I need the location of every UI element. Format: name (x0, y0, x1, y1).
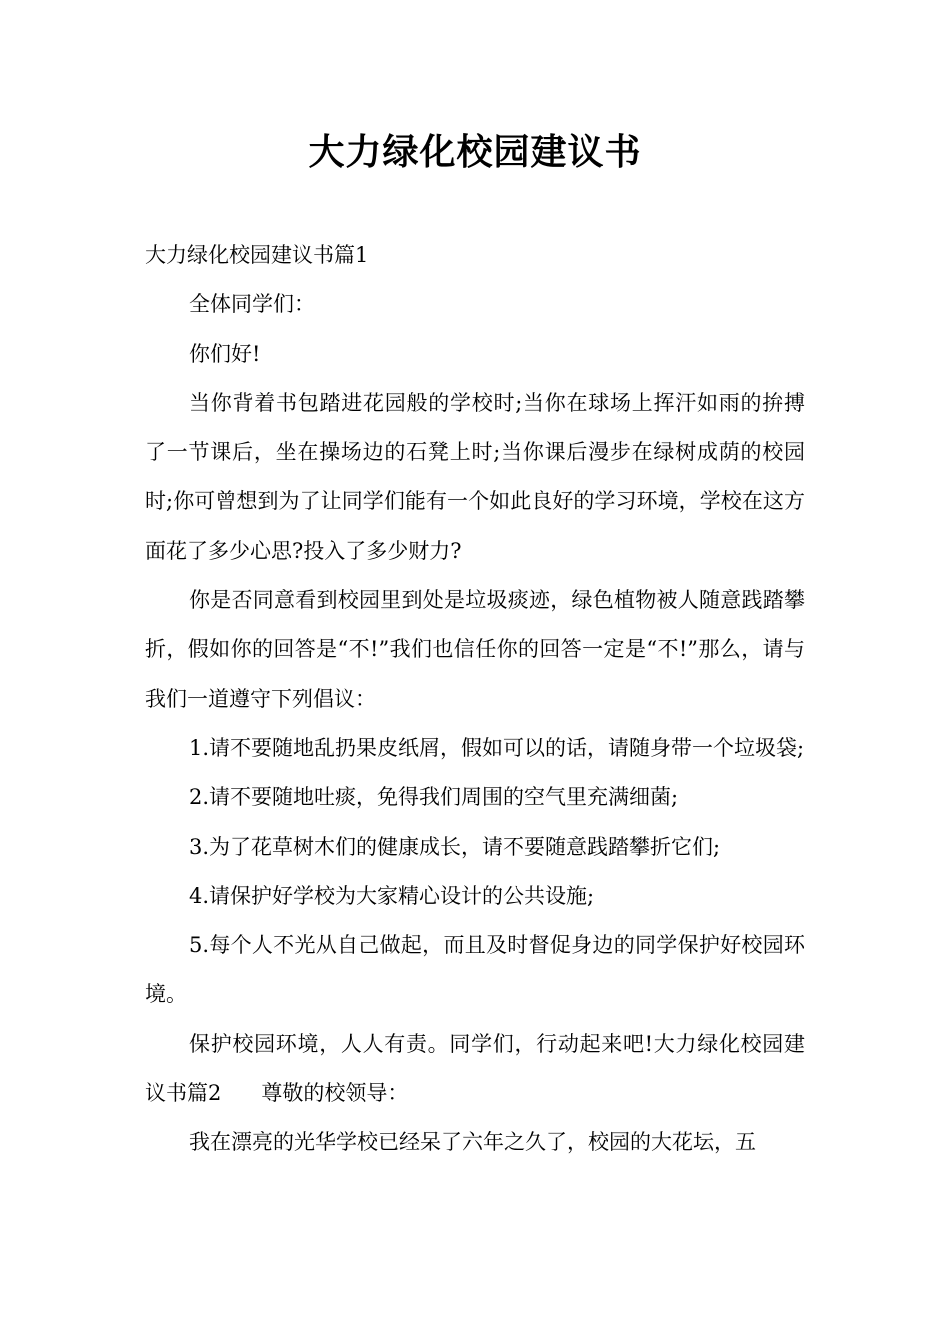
paragraph-intro: 当你背着书包踏进花园般的学校时;当你在球场上挥汗如雨的拚搏了一节课后，坐在操场边的石凳上时;当你课后漫步在绿树成荫的校园时;你可曾想到为了让同学们能有一个如此良好的学习环境，学校在这方面花了多少心思?投入了多少财力? (145, 390, 805, 563)
section2-greeting: 尊敬的校领导： (261, 1081, 409, 1106)
paragraph-question: 你是否同意看到校园里到处是垃圾痰迹，绿色植物被人随意践踏攀折，假如你的回答是“不!”我们也信任你的回答一定是“不!”那么，请与我们一道遵守下列倡议： (145, 588, 805, 711)
proposal-item-5: 5.每个人不光从自己做起，而且及时督促身边的同学保护好校园环境。 (145, 933, 805, 1007)
salutation: 你们好! (189, 341, 261, 366)
document-title: 大力绿化校园建议书 (308, 132, 642, 173)
proposal-item-1: 1.请不要随地乱扔果皮纸屑，假如可以的话，请随身带一个垃圾袋; (189, 735, 805, 760)
proposal-item-3: 3.为了花草树木们的健康成长，请不要随意践踏攀折它们; (189, 834, 721, 859)
closing-text: 保护校园环境，人人有责。同学们，行动起来吧!大力绿化校园建议书篇2 (145, 1031, 805, 1106)
document-body (145, 231, 805, 1168)
greeting: 全体同学们： (189, 292, 315, 317)
proposal-item-4: 4.请保护好学校为大家精心设计的公共设施; (189, 883, 595, 908)
section-heading: 大力绿化校园建议书篇1 (145, 243, 369, 267)
closing-paragraph (145, 1020, 805, 1119)
paragraph-section2: 我在漂亮的光华学校已经呆了六年之久了，校园的大花坛，五 (189, 1130, 756, 1155)
proposal-item-2: 2.请不要随地吐痰，免得我们周围的空气里充满细菌; (189, 785, 679, 810)
